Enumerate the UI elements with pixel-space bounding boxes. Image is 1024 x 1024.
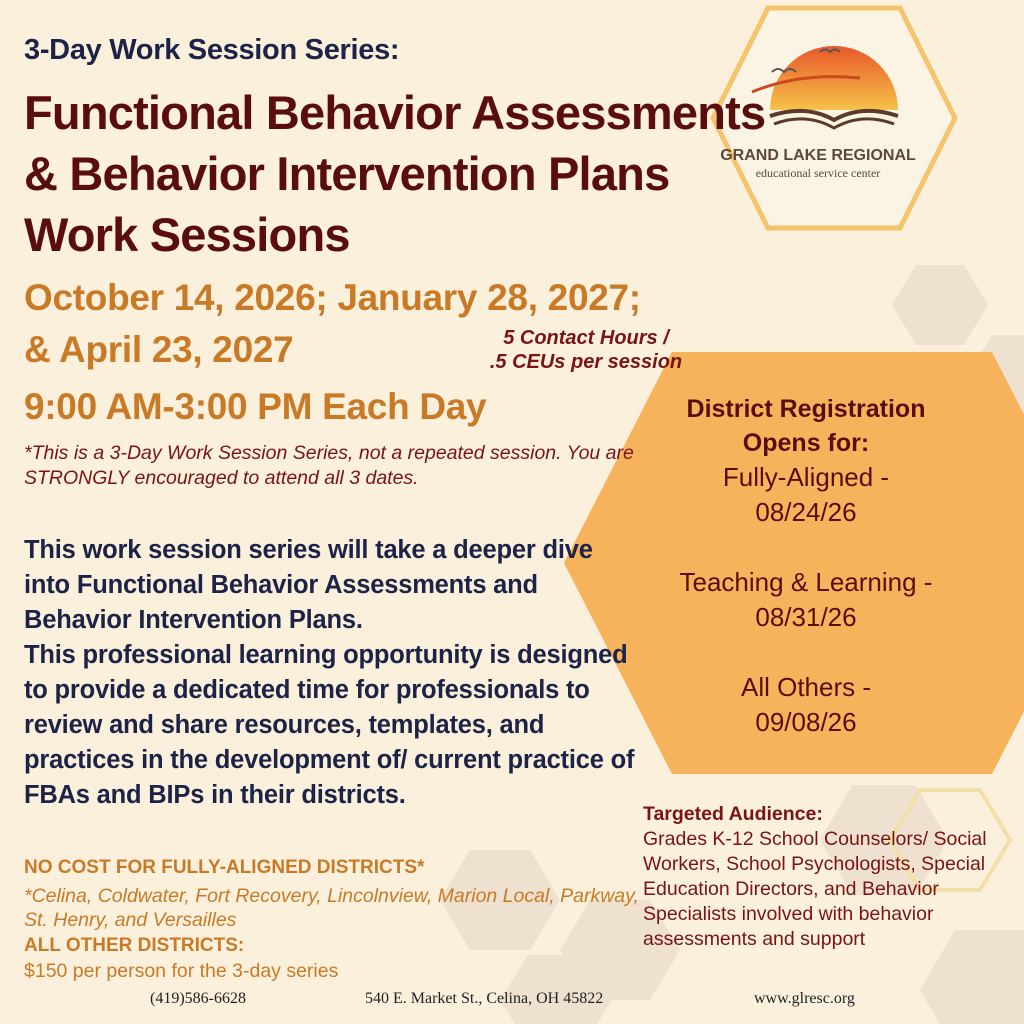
other-districts-heading: ALL OTHER DISTRICTS: — [24, 935, 245, 956]
page-title: Functional Behavior Assessments & Behavior Intervention Plans Work Sessions — [24, 86, 766, 261]
registration-group-date: 08/31/26 — [755, 602, 857, 632]
logo-name: GRAND LAKE REGIONAL — [720, 147, 916, 164]
contact-hours-line-2: .5 CEUs per session — [489, 351, 683, 373]
description-line-1: This work session series will take a deeper dive into Functional Behavior Assessments and Behavior Intervention Plans. — [24, 536, 593, 634]
dates-line-1: October 14, 2026; January 28, 2027; — [24, 277, 641, 318]
contact-hours — [466, 326, 706, 374]
no-cost-heading: NO COST FOR FULLY-ALIGNED DISTRICTS* — [24, 857, 425, 878]
description — [24, 533, 644, 813]
registration-group-date: 09/08/26 — [755, 707, 857, 737]
footer-phone: (419)586-6628 — [150, 990, 246, 1007]
audience-text: Grades K-12 School Counselors/ Social Workers, School Psychologists, Special Education Directors, and Behavior Specialists involved with behavior assessments and support — [643, 828, 987, 950]
registration-heading-1: District Registration — [686, 395, 926, 423]
footer-address: 540 E. Market St., Celina, OH 45822 — [365, 990, 604, 1007]
session-time: 9:00 AM-3:00 PM Each Day — [24, 386, 487, 427]
registration-group-date: 08/24/26 — [755, 497, 857, 527]
series-kicker: 3-Day Work Session Series: — [24, 34, 400, 66]
audience-heading: Targeted Audience: — [643, 803, 823, 825]
registration-group-label: All Others - — [740, 672, 872, 702]
targeted-audience — [643, 802, 1021, 952]
dates-line-2: & April 23, 2027 — [24, 329, 294, 370]
description-line-2: This professional learning opportunity is designed to provide a dedicated time for professionals to review and share resources, templates, and practices in the development of/ current practice of FBAs and BIPs in their districts. — [24, 641, 635, 809]
registration-group-label: Fully-Aligned - — [722, 462, 890, 492]
registration-panel — [600, 392, 1012, 740]
contact-hours-line-1: 5 Contact Hours / — [503, 327, 669, 349]
series-note: *This is a 3-Day Work Session Series, not a repeated session. You are STRONGLY encouraged to attend all 3 dates. — [24, 442, 634, 489]
registration-group-label: Teaching & Learning - — [679, 567, 933, 597]
footer-website[interactable]: www.glresc.org — [754, 990, 855, 1007]
aligned-districts: *Celina, Coldwater, Fort Recovery, Lincolnview, Marion Local, Parkway, St. Henry, and Versailles — [24, 885, 639, 931]
other-districts-price: $150 per person for the 3-day series — [24, 960, 339, 982]
logo-subtitle: educational service center — [755, 166, 881, 180]
registration-heading-2: Opens for: — [742, 429, 870, 457]
